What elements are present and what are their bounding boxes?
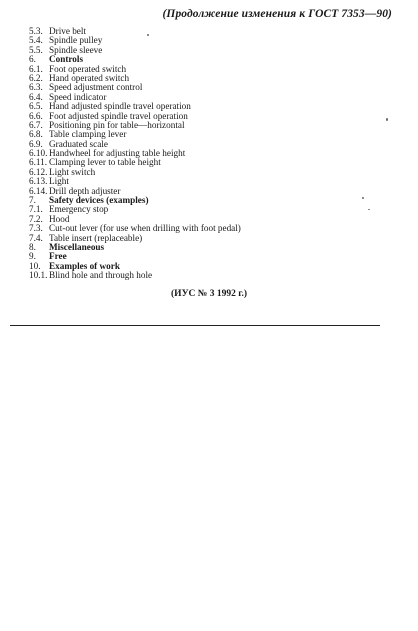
item-label: Foot adjusted spindle travel operation <box>49 110 188 121</box>
item-label: Foot operated switch <box>49 63 127 74</box>
item-number: 8. <box>29 241 36 252</box>
item-label: Safety devices (examples) <box>49 195 149 206</box>
item-number: 6.4. <box>29 91 43 102</box>
item-label: Speed indicator <box>49 91 107 102</box>
item-label: Handwheel for adjusting table height <box>49 148 186 159</box>
item-label: Clamping lever to table height <box>49 157 161 168</box>
item-number: 6.3. <box>29 82 43 93</box>
list-item <box>29 168 399 177</box>
item-label: Controls <box>49 54 84 65</box>
item-number: 6.1. <box>29 63 43 74</box>
item-number: 7.3. <box>29 223 43 234</box>
scan-speck <box>368 209 370 210</box>
term-list <box>29 27 399 281</box>
scan-speck <box>362 197 364 199</box>
item-number: 5.3. <box>29 26 43 36</box>
list-item <box>29 205 399 214</box>
item-number: 6. <box>29 54 36 65</box>
item-label: Hand adjusted spindle travel operation <box>49 101 191 112</box>
scan-speck <box>386 118 388 121</box>
item-label: Emergency stop <box>49 204 109 215</box>
scan-speck <box>147 34 149 36</box>
item-number: 6.13. <box>29 176 48 187</box>
item-number: 6.11. <box>29 157 48 168</box>
item-number: 6.7. <box>29 119 43 130</box>
item-label: Spindle sleeve <box>49 44 103 55</box>
item-label: Examples of work <box>49 260 120 271</box>
item-label: Spindle pulley <box>49 35 103 46</box>
item-number: 6.2. <box>29 72 43 83</box>
item-number: 7.4. <box>29 232 43 243</box>
item-number: 6.6. <box>29 110 43 121</box>
change-notice: (ИУС № 3 1992 г.) <box>171 289 247 299</box>
item-label: Light <box>49 176 69 187</box>
item-label: Hand operated switch <box>49 72 130 83</box>
item-number: 5.4. <box>29 35 43 46</box>
item-label: Speed adjustment control <box>49 82 143 93</box>
item-number: 7.2. <box>29 213 43 224</box>
item-number: 9. <box>29 251 36 262</box>
item-label: Table clamping lever <box>49 129 127 140</box>
item-label: Free <box>49 251 67 262</box>
item-label: Drill depth adjuster <box>49 185 121 196</box>
item-number: 7. <box>29 195 36 206</box>
item-number: 6.5. <box>29 101 43 112</box>
item-label: Hood <box>49 213 70 224</box>
item-number: 10.1. <box>29 270 48 281</box>
item-number: 6.9. <box>29 138 43 149</box>
item-label: Miscellaneous <box>49 241 105 252</box>
list-item <box>29 46 399 55</box>
horizontal-rule <box>10 325 380 326</box>
item-number: 6.10. <box>29 148 48 159</box>
item-label: Cut-out lever (for use when drilling with foot pedal) <box>49 223 241 234</box>
list-item <box>29 271 399 280</box>
item-number: 6.12. <box>29 166 48 177</box>
item-label: Drive belt <box>49 26 86 36</box>
item-number: 5.5. <box>29 44 43 55</box>
item-label: Positioning pin for table—horizontal <box>49 119 185 130</box>
item-label: Graduated scale <box>49 138 108 149</box>
item-number: 6.8. <box>29 129 43 140</box>
item-label: Table insert (replaceable) <box>49 232 143 243</box>
item-label: Blind hole and through hole <box>49 270 153 281</box>
item-label: Light switch <box>49 166 96 177</box>
running-header: (Продолжение изменения к ГОСТ 7353—90) <box>162 8 392 20</box>
item-number: 6.14. <box>29 185 48 196</box>
item-number: 10. <box>29 260 41 271</box>
section-heading <box>29 243 399 252</box>
item-number: 7.1. <box>29 204 43 215</box>
